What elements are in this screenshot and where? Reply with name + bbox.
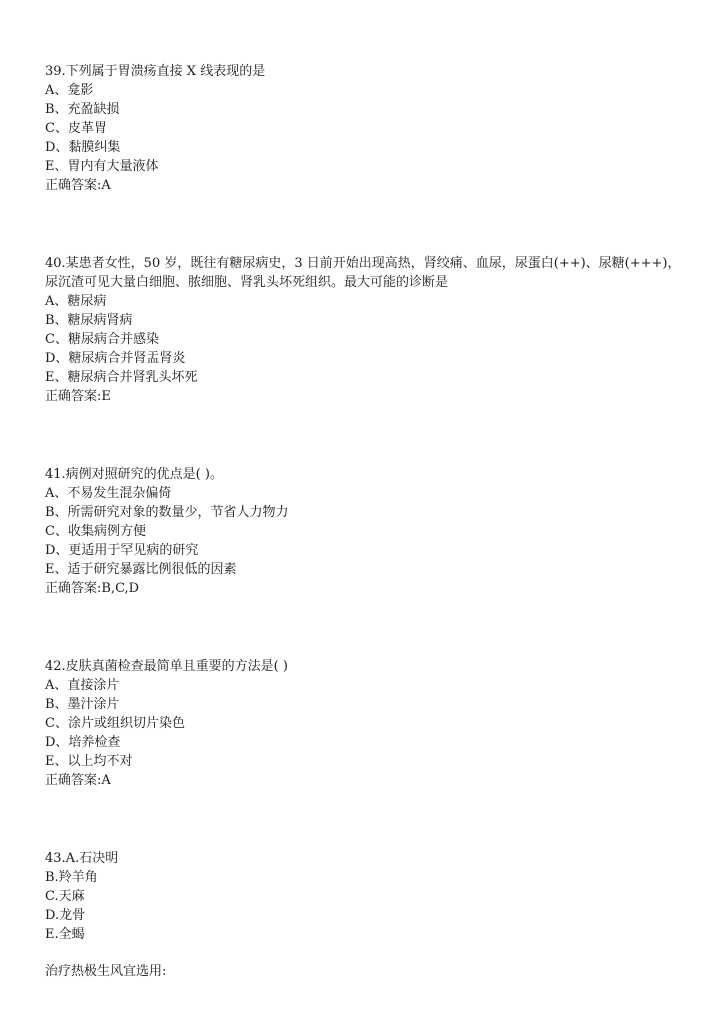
- document-page: [45, 62, 685, 981]
- option-b: B、所需研究对象的数量少，节省人力物力: [45, 505, 289, 520]
- option-e: E、适于研究暴露比例很低的因素: [45, 562, 237, 577]
- option-c: C、糖尿病合并感染: [45, 332, 159, 347]
- question-42: [45, 657, 685, 790]
- option-b: B、充盈缺损: [45, 102, 120, 117]
- spacer: [45, 944, 685, 962]
- correct-answer: 正确答案:A: [45, 178, 111, 193]
- correct-answer: 正确答案:E: [45, 389, 111, 404]
- question-40: [45, 254, 685, 406]
- question-stem: 39.下列属于胃溃疡直接 X 线表现的是: [45, 64, 266, 79]
- option-a: A、糖尿病: [45, 294, 107, 309]
- option-a: A、直接涂片: [45, 678, 120, 693]
- question-43: [45, 849, 685, 981]
- option-e: E、胃内有大量液体: [45, 159, 159, 174]
- question-stem: 40.某患者女性，50 岁，既往有糖尿病史，3 日前开始出现高热，肾绞痛、血尿，尿蛋白(++)、尿糖(+++)，尿沉渣可见大量白细胞、脓细胞、肾乳头坏死组织。最大可能的诊断是: [45, 256, 681, 290]
- option-d: D.龙骨: [45, 908, 86, 923]
- option-d: D、糖尿病合并肾盂肾炎: [45, 351, 186, 366]
- question-stem: 42.皮肤真菌检查最简单且重要的方法是( ): [45, 659, 288, 674]
- correct-answer: 正确答案:A: [45, 773, 111, 788]
- option-e: E、以上均不对: [45, 754, 133, 769]
- option-d: D、更适用于罕见病的研究: [45, 543, 199, 558]
- correct-answer: 正确答案:B,C,D: [45, 581, 140, 596]
- option-c: C.天麻: [45, 889, 85, 904]
- sub-question-stem: 治疗热极生风宜选用:: [45, 964, 167, 979]
- option-e: E、糖尿病合并肾乳头坏死: [45, 370, 198, 385]
- option-a: A、龛影: [45, 83, 94, 98]
- option-e: E.全蝎: [45, 927, 85, 942]
- question-41: [45, 465, 685, 598]
- option-c: C、收集病例方便: [45, 524, 146, 539]
- question-stem: 41.病例对照研究的优点是( )。: [45, 467, 223, 482]
- option-c: C、皮革胃: [45, 121, 107, 136]
- option-a: A、不易发生混杂偏倚: [45, 486, 172, 501]
- option-c: C、涂片或组织切片染色: [45, 716, 185, 731]
- question-stem: 43.A.石决明: [45, 851, 119, 866]
- option-d: D、培养检查: [45, 735, 121, 750]
- option-b: B、糖尿病肾病: [45, 313, 133, 328]
- option-d: D、黏膜纠集: [45, 140, 121, 155]
- option-b: B.羚羊角: [45, 870, 98, 885]
- option-b: B、墨汁涂片: [45, 697, 120, 712]
- question-39: [45, 62, 685, 195]
